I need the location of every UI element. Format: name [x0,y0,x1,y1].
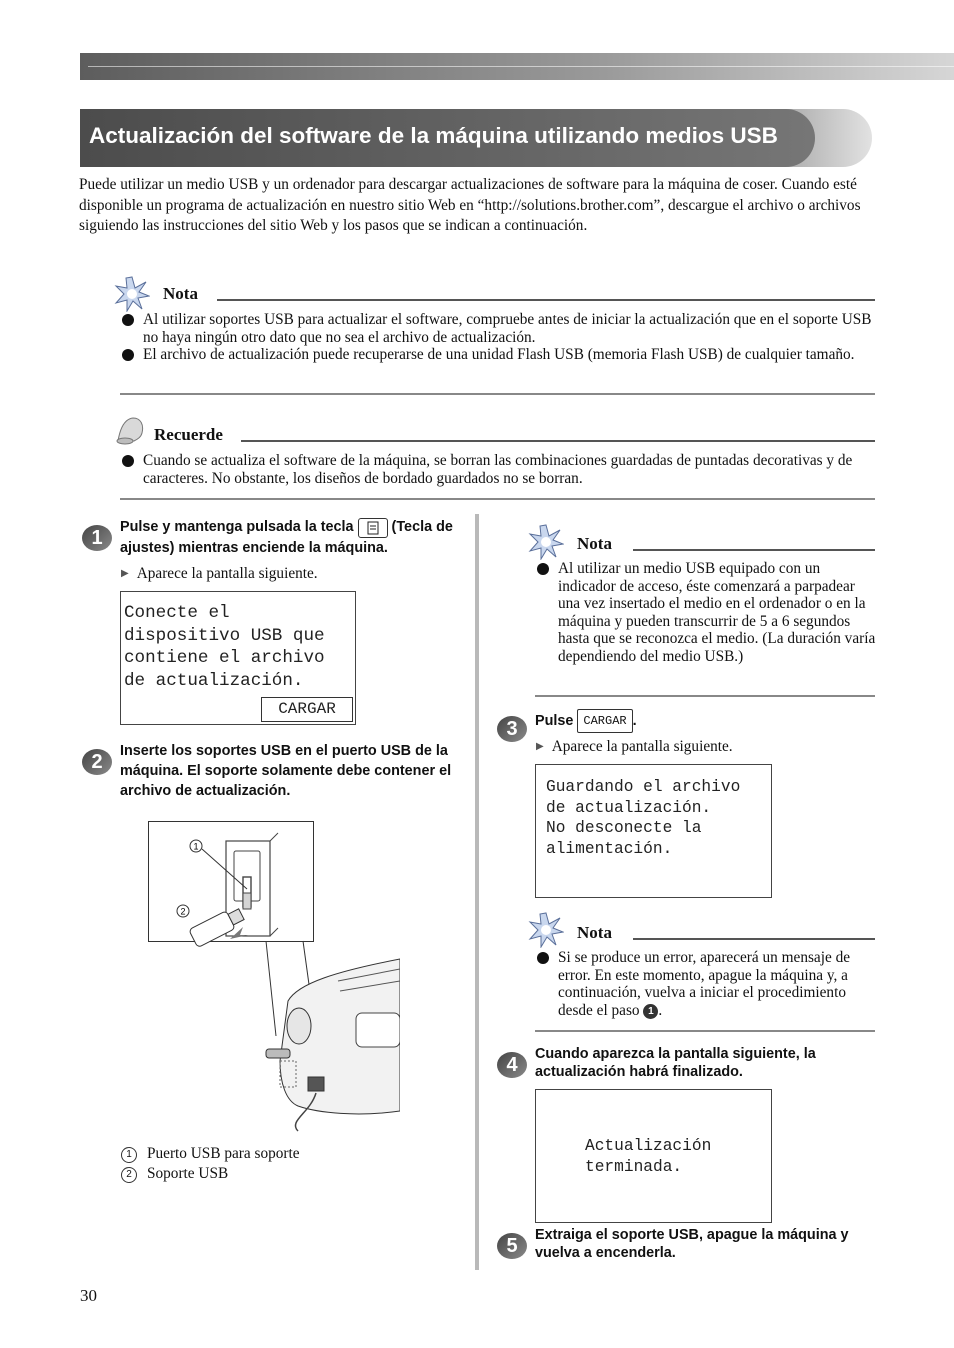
lcd-screen-connect [120,591,356,725]
step-number-5: 5 [497,1233,527,1259]
step-number-4: 4 [497,1052,527,1078]
bell-icon [114,415,146,445]
note3-text: Si se produce un error, aparecerá un mensaje de error. En este momento, apague la máquina y, a continuación, vuelva a iniciar el procedimiento desde el paso [558,949,851,1019]
title-band [80,109,815,167]
figure-legend [121,1144,300,1184]
note-heading: Nota [577,534,612,553]
lcd-screen-finished [535,1089,772,1223]
recuerde-list [121,452,876,487]
lcd-screen-saving [535,764,772,898]
callout-text: Soporte USB [147,1165,229,1182]
list-item [536,949,876,1019]
note3-end: . [658,1001,663,1019]
step2-instruction: Inserte los soportes USB en el puerto USB de la máquina. El soporte solamente debe contener el archivo de actualización. [120,743,452,799]
note-star-icon [114,276,150,312]
svg-text:1: 1 [193,841,199,852]
note-heading: Nota [163,284,198,303]
intro-paragraph: Puede utilizar un medio USB y un ordenador para descargar actualizaciones de software para la máquina de coser. Cuando esté disponible un programa de actualización en nuestro sitio Web en “http://solutions.brother.com”, descargue el archivo o archivos siguiendo las instrucciones del sitio Web y los pasos que se indican a continuación. [79,176,861,234]
list-item: El archivo de actualización puede recuperarse de una unidad Flash USB (memoria Flash USB) de cualquier tamaño. [121,346,876,364]
callout-text: Puerto USB para soporte [147,1145,300,1162]
recuerde-rule [241,440,875,442]
step1-instruction [120,517,465,558]
step1-result: ▶ Aparece la pantalla siguiente. [121,565,318,583]
step1-text-b: (Tecla de ajustes) mientras enciende la máquina. [120,519,453,556]
step3-text-end: . [632,713,637,729]
step3-result: ▶ Aparece la pantalla siguiente. [536,738,733,756]
list-item: Al utilizar soportes USB para actualizar el software, compruebe antes de iniciar la actualización que en el soporte USB no haya ningún otro dato que no sea el archivo de actualización. [121,311,876,346]
lcd-text: Conecte el dispositivo USB que contiene el archivo de actualización. [124,603,325,691]
list-item: Cuando se actualiza el software de la máquina, se borran las combinaciones guardadas de puntadas decorativas y de caracteres. No obstante, los diseños de bordado guardados no se borran. [121,452,876,487]
lcd-text: Actualización terminada. [585,1137,712,1176]
note-rule [633,938,875,940]
column-divider [475,514,479,1270]
note-rule [217,299,875,301]
note-bottom-rule [535,1030,875,1032]
cargar-key[interactable]: CARGAR [577,709,632,733]
list-item [121,1164,300,1184]
note-list [536,560,876,665]
page-title: Actualización del software de la máquina utilizando medios USB [89,123,778,148]
recuerde-heading: Recuerde [154,425,223,444]
step-number-3: 3 [497,716,527,742]
step4-instruction: Cuando aparezca la pantalla siguiente, la actualización habrá finalizado. [535,1046,816,1080]
header-band [80,53,954,80]
svg-text:2: 2 [180,906,186,917]
usb-insertion-illustration [148,821,400,1141]
note-star-icon [528,912,564,948]
step-number-2: 2 [82,749,112,775]
note-rule [633,549,875,551]
step-ref-icon: 1 [643,1004,658,1019]
note-star-icon [528,524,564,560]
step5-instruction: Extraiga el soporte USB, apague la máquina y vuelva a encenderla. [535,1227,849,1261]
lcd-text: Guardando el archivo de actualización. No desconecte la alimentación. [546,778,741,858]
step3-text: Pulse [535,713,574,729]
step3-instruction [535,709,875,733]
note-list [121,311,876,364]
list-item: Al utilizar un medio USB equipado con un indicador de acceso, éste comenzará a parpadear una vez insertado el medio en el ordenador o en la máquina y pueden transcurrir de 5 a 6 segundos hasta que se reconozca el medio. (La duración varía dependiendo del medio USB.) [536,560,876,665]
note-list [536,949,876,1019]
note-heading: Nota [577,923,612,942]
cargar-button[interactable]: CARGAR [261,697,353,722]
list-item [121,1144,300,1164]
page-number: 30 [80,1286,97,1305]
note-bottom-rule [120,393,875,395]
callout-number: 1 [121,1147,137,1163]
callout-number: 2 [121,1167,137,1183]
settings-key-icon [358,518,388,538]
step-number-1: 1 [82,525,112,551]
step1-text-a: Pulse y mantenga pulsada la tecla [120,519,354,535]
recuerde-bottom-rule [120,498,875,500]
note-bottom-rule [535,695,875,697]
